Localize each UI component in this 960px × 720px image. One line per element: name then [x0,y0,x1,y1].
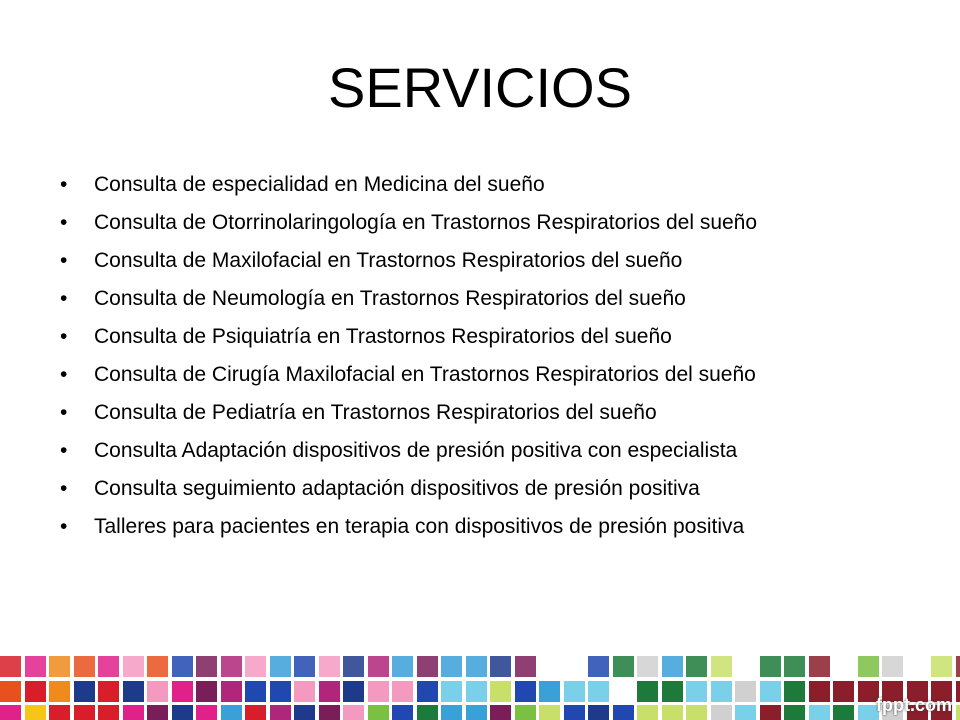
mosaic-tile [711,705,732,720]
mosaic-tile [319,656,340,677]
list-item-text: Consulta de Maxilofacial en Trastornos Respiratorios del sueño [94,249,683,272]
mosaic-tile [833,681,854,702]
bullet-icon: • [60,515,68,538]
list-item-text: Consulta de Cirugía Maxilofacial en Trastornos Respiratorios del sueño [94,363,756,386]
list-item-text: Consulta de especialidad en Medicina del sueño [94,173,545,196]
mosaic-tile [466,656,487,677]
bullet-icon: • [60,325,68,348]
mosaic-tile [564,681,585,702]
mosaic-tile [221,656,242,677]
mosaic-tile [74,656,95,677]
mosaic-tile [613,656,634,677]
mosaic-tile [343,705,364,720]
mosaic-tile [784,705,805,720]
bullet-icon: • [60,477,68,500]
mosaic-tile [294,705,315,720]
mosaic-tile [564,656,585,677]
mosaic-tile [196,705,217,720]
list-item-text: Talleres para pacientes en terapia con dispositivos de presión positiva [94,515,745,538]
mosaic-tile [858,656,879,677]
mosaic-tile [833,656,854,677]
mosaic-tile [245,656,266,677]
mosaic-tile [319,681,340,702]
mosaic-tile [466,705,487,720]
mosaic-tile [588,705,609,720]
mosaic-tile [123,656,144,677]
mosaic-tile [515,705,536,720]
bullet-icon: • [60,439,68,462]
mosaic-tile [196,681,217,702]
mosaic-tile [931,656,952,677]
mosaic-tile [490,681,511,702]
mosaic-tile [74,681,95,702]
mosaic-tile [49,705,70,720]
mosaic-tile [392,681,413,702]
mosaic-tile [392,656,413,677]
mosaic-tile [662,705,683,720]
mosaic-tile [882,656,903,677]
bullet-icon: • [60,401,68,424]
mosaic-tile [637,705,658,720]
mosaic-tile [588,681,609,702]
mosaic-tile [956,656,960,677]
mosaic-tile [123,705,144,720]
mosaic-tile [539,681,560,702]
list-item-text: Consulta de Otorrinolaringología en Trastornos Respiratorios del sueño [94,211,758,234]
mosaic-tile [809,681,830,702]
mosaic-tile [25,656,46,677]
bullet-icon: • [60,249,68,272]
mosaic-tile [833,705,854,720]
mosaic-tile [711,656,732,677]
mosaic-tile [686,656,707,677]
mosaic-tile [98,681,119,702]
mosaic-tile [270,705,291,720]
mosaic-tile [564,705,585,720]
mosaic-tile [49,656,70,677]
mosaic-tile [147,705,168,720]
list-item-text: Consulta de Psiquiatría en Trastornos Respiratorios del sueño [94,325,672,348]
list-item [56,438,886,464]
list-item-text: Consulta de Neumología en Trastornos Respiratorios del sueño [94,287,686,310]
mosaic-tile [760,681,781,702]
mosaic-tile [147,681,168,702]
mosaic-tile [515,681,536,702]
mosaic-tile [245,681,266,702]
mosaic-tile [294,656,315,677]
list-item-text: Consulta de Pediatría en Trastornos Respiratorios del sueño [94,401,657,424]
mosaic-tile [172,681,193,702]
slide-title: SERVICIOS [328,56,632,119]
list-item-text: Consulta seguimiento adaptación dispositivos de presión positiva [94,477,700,500]
mosaic-tile [613,681,634,702]
mosaic-tile [0,705,21,720]
mosaic-tile [809,656,830,677]
mosaic-tile [760,656,781,677]
mosaic-tile [735,656,756,677]
mosaic-tile [196,656,217,677]
mosaic-tile [368,705,389,720]
mosaic-tile [686,681,707,702]
mosaic-tile [221,705,242,720]
mosaic-tile [735,705,756,720]
mosaic-tile [515,656,536,677]
mosaic-tile [907,656,928,677]
mosaic-tile [686,705,707,720]
mosaic-tile [25,681,46,702]
mosaic-tile [735,681,756,702]
list-item [56,210,886,236]
mosaic-tile [221,681,242,702]
mosaic-tile [123,681,144,702]
mosaic-tile [98,656,119,677]
bullet-icon: • [60,363,68,386]
mosaic-tile [417,705,438,720]
mosaic-tile [441,705,462,720]
list-item [56,362,886,388]
mosaic-tile [441,656,462,677]
mosaic-tile [368,681,389,702]
mosaic-tile [613,705,634,720]
mosaic-tile [319,705,340,720]
mosaic-tile [637,681,658,702]
mosaic-tile [368,656,389,677]
mosaic-tile [0,681,21,702]
footer-mosaic [0,656,960,720]
mosaic-tile [417,656,438,677]
mosaic-tile [637,656,658,677]
list-item [56,514,886,540]
mosaic-tile [172,656,193,677]
mosaic-tile [956,705,960,720]
mosaic-tile [270,656,291,677]
mosaic-tile [662,681,683,702]
mosaic-tile [392,705,413,720]
mosaic-tile [270,681,291,702]
mosaic-tile [294,681,315,702]
mosaic-tile [490,656,511,677]
mosaic-tile [588,656,609,677]
list-item [56,172,886,198]
mosaic-tile [539,656,560,677]
bullet-icon: • [60,287,68,310]
bullet-icon: • [60,211,68,234]
mosaic-tile [466,681,487,702]
mosaic-tile [760,705,781,720]
mosaic-tile [98,705,119,720]
mosaic-tile [956,681,960,702]
mosaic-tile [245,705,266,720]
mosaic-tile [490,705,511,720]
mosaic-tile [711,681,732,702]
mosaic-tile [784,681,805,702]
mosaic-tile [784,656,805,677]
mosaic-tile [0,656,21,677]
list-item-text: Consulta Adaptación dispositivos de presión positiva con especialista [94,439,738,462]
mosaic-tile [343,681,364,702]
mosaic-tile [147,656,168,677]
mosaic-tile [343,656,364,677]
mosaic-tile [539,705,560,720]
mosaic-tile [74,705,95,720]
list-item [56,248,886,274]
mosaic-tile [172,705,193,720]
list-item [56,400,886,426]
mosaic-tile [441,681,462,702]
list-item [56,476,886,502]
list-item [56,324,886,350]
bullet-icon: • [60,173,68,196]
mosaic-tile [662,656,683,677]
mosaic-tile [25,705,46,720]
brand-logo-text: fppt.com [876,695,952,715]
services-list [56,172,886,552]
mosaic-tile [417,681,438,702]
list-item [56,286,886,312]
mosaic-tile [49,681,70,702]
mosaic-tile [809,705,830,720]
